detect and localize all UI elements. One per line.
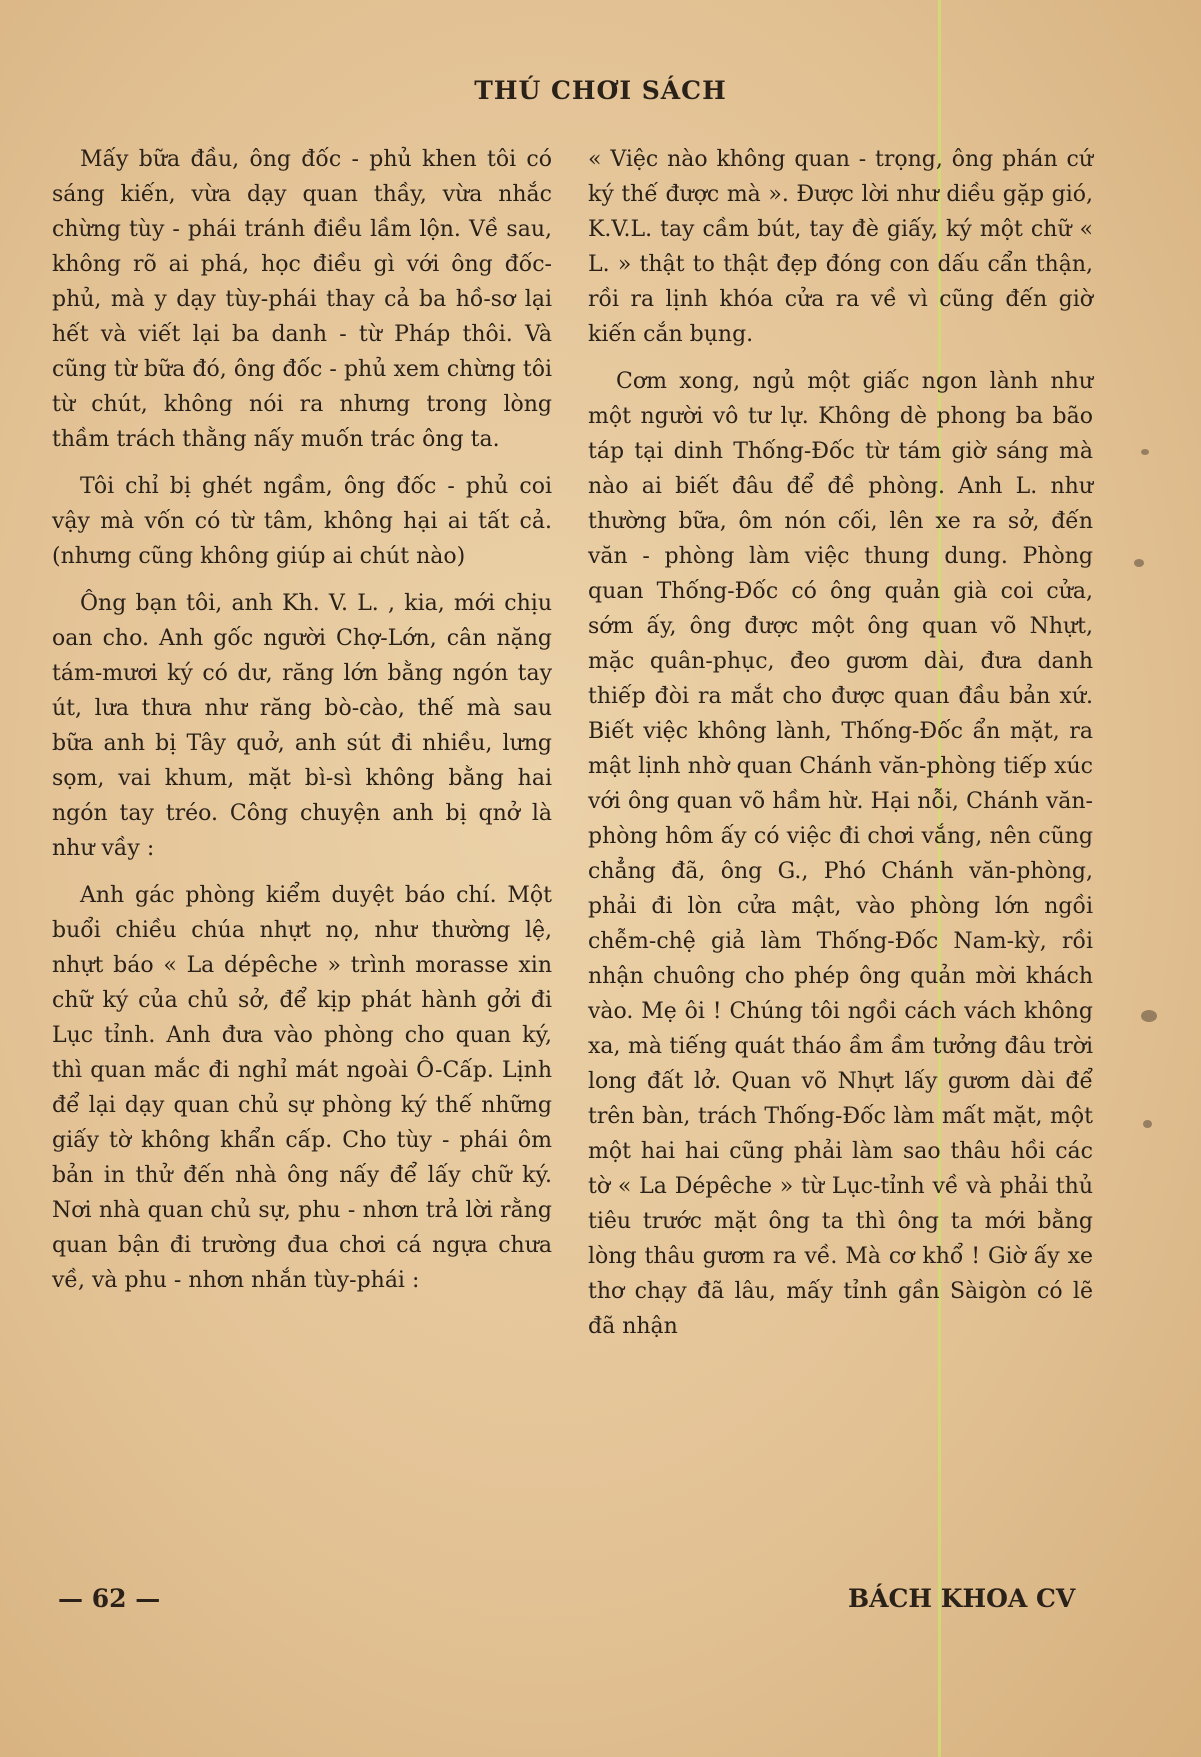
ink-spot — [1141, 1010, 1157, 1022]
paragraph: Anh gác phòng kiểm duyệt báo chí. Một buổi chiều chúa nhựt nọ, như thường lệ, nhựt báo « La dépêche » trình morasse xin chữ ký của chủ sở, để kịp phát hành gởi đi Lục tỉnh. Anh đưa vào phòng cho quan ký, thì quan mắc đi nghỉ mát ngoài Ô-Cấp. Lịnh để lại dạy quan chủ sự phòng ký thế những giấy tờ không khẩn cấp. Cho tùy - phái ôm bản in thử đến nhà ông nấy để lấy chữ ký. Nơi nhà quan chủ sự, phu - nhơn trả lời rằng quan bận đi trường đua chơi cá ngựa chưa về, và phu - nhơn nhắn tùy-phái : — [52, 883, 552, 1293]
right-column — [588, 142, 1093, 1356]
paragraph: Cơm xong, ngủ một giấc ngon lành như một người vô tư lự. Không dè phong ba bão táp tại dinh Thống-Đốc từ tám giờ sáng mà nào ai biết đâu để đề phòng. Anh L. như thường bữa, ôm nón cối, lên xe ra sở, đến văn - phòng làm việc thung dung. Phòng quan Thống-Đốc có ông quản già coi cửa, sớm ấy, ông được một ông quan võ Nhựt, mặc quân-phục, đeo gươm dài, đưa danh thiếp đòi ra mắt cho được quan đầu bản xứ. Biết việc không lành, Thống-Đốc ẩn mặt, ra mật lịnh nhờ quan Chánh văn-phòng tiếp xúc với ông quan võ hầm hừ. Hại nỗi, Chánh văn-phòng hôm ấy có việc đi chơi vắng, nên cũng chẳng đã, ông G., Phó Chánh văn-phòng, phải đi lòn cửa mật, vào phòng lớn ngồi chễm-chệ giả làm Thống-Đốc Nam-kỳ, rồi nhận chuông cho phép ông quản mời khách vào. Mẹ ôi ! Chúng tôi ngồi cách vách không xa, mà tiếng quát tháo ầm ầm tưởng đâu trời long đất lở. Quan võ Nhựt lấy gươm dài để trên bàn, trách Thống-Đốc làm mất mặt, một một hai hai cũng phải làm sao thâu hồi các tờ « La Dépêche » từ Lục-tỉnh về và phải thủ tiêu trước mặt ông ta thì ông ta mới bằng lòng thâu gươm ra về. Mà cơ khổ ! Giờ ấy xe thơ chạy đã lâu, mấy tỉnh gần Sàigòn có lẽ đã nhận — [588, 369, 1093, 1339]
publication-name: BÁCH KHOA CV — [848, 1584, 1076, 1613]
ink-spot — [1141, 449, 1149, 455]
paragraph: « Việc nào không quan - trọng, ông phán cứ ký thế được mà ». Được lời như diều gặp gió, K.V.L. tay cầm bút, tay đè giấy, ký một chữ « L. » thật to thật đẹp đóng con dấu cẩn thận, rồi ra lịnh khóa cửa ra về vì cũng đến giờ kiến cắn bụng. — [588, 147, 1093, 347]
page-number: — 62 — — [58, 1584, 161, 1613]
left-column — [52, 142, 552, 1310]
paragraph: Mấy bữa đầu, ông đốc - phủ khen tôi có sáng kiến, vừa dạy quan thầy, vừa nhắc chừng tùy - phái tránh điều lầm lộn. Về sau, không rõ ai phá, học điều gì với ông đốc-phủ, mà y dạy tùy-phái thay cả ba hồ-sơ lại hết và viết lại ba danh - từ Pháp thôi. Và cũng từ bữa đó, ông đốc - phủ xem chừng tôi từ chút, không nói ra nhưng trong lòng thầm trách thằng nấy muốn trác ông ta. — [52, 147, 552, 452]
page-header-title: THÚ CHƠI SÁCH — [474, 76, 727, 105]
ink-spot — [1143, 1120, 1152, 1128]
ink-spot — [1134, 559, 1144, 567]
paragraph: Tôi chỉ bị ghét ngầm, ông đốc - phủ coi vậy mà vốn có từ tâm, không hại ai tất cả. (nhưng cũng không giúp ai chút nào) — [52, 474, 552, 569]
paragraph: Ông bạn tôi, anh Kh. V. L. , kia, mới chịu oan cho. Anh gốc người Chợ-Lớn, cân nặng tám-mươi ký có dư, răng lớn bằng ngón tay út, lưa thưa như răng bò-cào, thế mà sau bữa anh bị Tây quở, anh sút đi nhiều, lưng sọm, vai khum, mặt bì-sì không bằng hai ngón tay tréo. Công chuyện anh bị qnở là như vầy : — [52, 591, 552, 861]
